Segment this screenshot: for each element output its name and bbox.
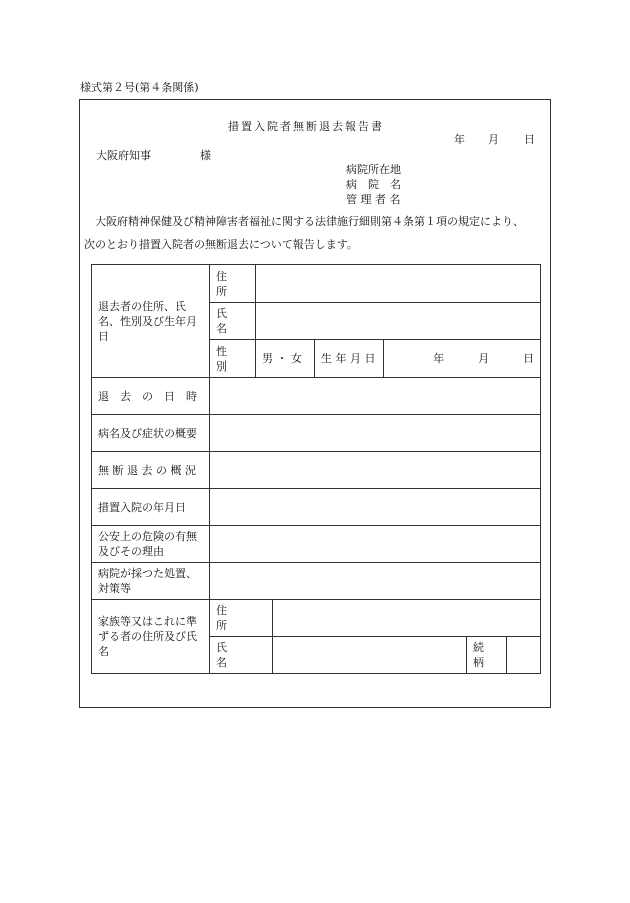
circumstances-label: 無 断 退 去 の 概 況 [92, 452, 210, 489]
hospital-name-label: 病 院 名 [346, 178, 401, 191]
admission-date-label: 措置入院の年月日 [92, 489, 210, 526]
table-row [92, 600, 541, 637]
birth-day: 日 [523, 352, 535, 365]
family-address-field[interactable] [273, 600, 541, 637]
document-title: 措置入院者無断退去報告書 [228, 120, 384, 133]
table-row [92, 415, 541, 452]
relationship-label: 続 柄 [467, 637, 507, 674]
admission-date-field[interactable] [210, 489, 541, 526]
family-address-label: 住 所 [210, 600, 273, 637]
date-day: 日 [524, 133, 535, 146]
table-row [92, 452, 541, 489]
date-month: 月 [488, 133, 499, 146]
sex-label: 性 別 [210, 340, 256, 378]
addressee-name: 大阪府知事 [96, 149, 151, 162]
danger-label: 公安上の危険の有無及びその理由 [92, 526, 210, 563]
birthdate-label: 生 年 月 日 [315, 340, 384, 378]
leave-datetime-label: 退 去 の 日 時 [92, 378, 210, 415]
diagnosis-label: 病名及び症状の概要 [92, 415, 210, 452]
table-row [92, 489, 541, 526]
relationship-field[interactable] [507, 637, 541, 674]
report-table [91, 264, 541, 674]
diagnosis-field[interactable] [210, 415, 541, 452]
name-label: 氏 名 [210, 303, 256, 340]
leave-datetime-field[interactable] [210, 378, 541, 415]
family-label: 家族等又はこれに準ずる者の住所及び氏名 [92, 600, 210, 674]
hospital-address-label: 病院所在地 [346, 163, 401, 176]
birthdate-field[interactable] [384, 340, 541, 378]
person-label: 退去者の住所、氏名、性別及び生年月日 [92, 265, 210, 378]
body-text-line-2: 次のとおり措置入院者の無断退去について報告します。 [84, 238, 358, 251]
table-row [92, 265, 541, 303]
manager-name-label: 管 理 者 名 [346, 193, 401, 206]
body-text-line-1: 大阪府精神保健及び精神障害者福祉に関する法律施行細則第４条第１項の規定により、 [95, 215, 524, 228]
table-row [92, 378, 541, 415]
danger-field[interactable] [210, 526, 541, 563]
table-row [92, 563, 541, 600]
date-year: 年 [454, 133, 465, 146]
address-label: 住 所 [210, 265, 256, 303]
family-name-label: 氏 名 [210, 637, 273, 674]
birth-month: 月 [478, 352, 490, 365]
circumstances-field[interactable] [210, 452, 541, 489]
family-name-field[interactable] [273, 637, 467, 674]
birth-year: 年 [433, 352, 445, 365]
address-field[interactable] [256, 265, 541, 303]
form-number: 様式第２号(第４条関係) [80, 81, 199, 94]
measures-label: 病院が採つた処置、対策等 [92, 563, 210, 600]
table-row [92, 526, 541, 563]
addressee-honorific: 様 [200, 149, 211, 162]
sex-options[interactable]: 男 ・ 女 [256, 340, 315, 378]
measures-field[interactable] [210, 563, 541, 600]
name-field[interactable] [256, 303, 541, 340]
